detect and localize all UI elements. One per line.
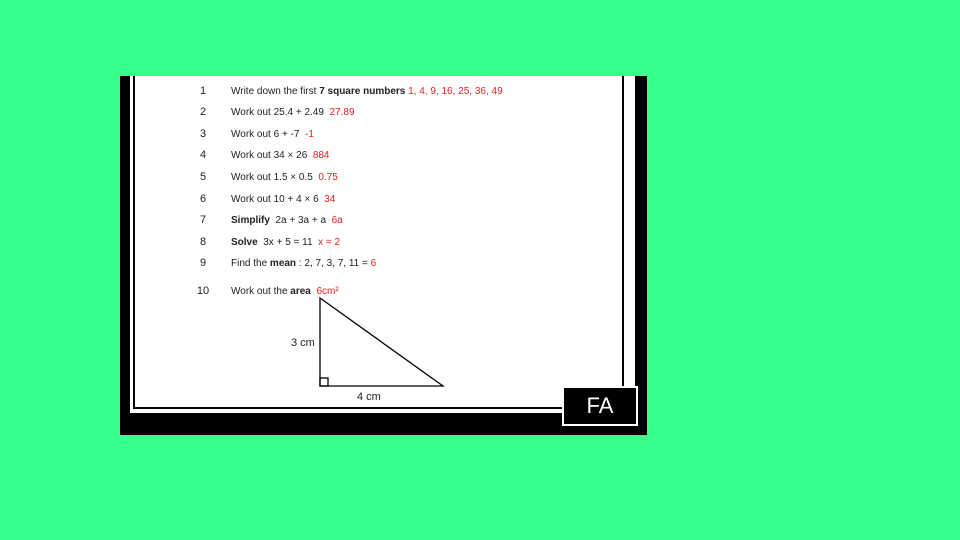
question-suffix: 3x + 5 = 11: [257, 237, 319, 248]
question-number: 8: [199, 236, 207, 248]
question-answer: 6: [370, 258, 377, 269]
triangle-base-label: 4 cm: [357, 391, 381, 403]
question-answer: 0.75: [318, 172, 338, 183]
question-prefix: Work out 25.4 + 2.49: [231, 107, 324, 118]
question-text: [231, 215, 343, 226]
question-number: 6: [199, 193, 207, 205]
question-answer: 1, 4, 9, 16, 25, 36, 49: [408, 86, 503, 97]
question-number: 2: [199, 106, 207, 118]
question-text: [231, 172, 338, 183]
question-keyword: 7 square numbers: [319, 86, 406, 97]
question-prefix: Work out 1.5 × 0.5: [231, 172, 313, 183]
question-text: [231, 107, 355, 118]
question-suffix: : 2, 7, 3, 7, 11 =: [296, 258, 371, 269]
fa-badge: FA: [562, 386, 638, 426]
question-number: 7: [199, 214, 207, 226]
question-keyword: area: [290, 286, 311, 297]
question-answer: x = 2: [318, 237, 341, 248]
question-answer: 6cm²: [316, 286, 339, 297]
question-prefix: Write down the first: [231, 86, 320, 97]
question-prefix: Work out the: [231, 286, 291, 297]
triangle-shape: [320, 298, 443, 386]
right-triangle-diagram: [300, 290, 460, 400]
triangle-height-label: 3 cm: [291, 337, 315, 349]
question-number: 3: [199, 128, 207, 140]
question-text: [231, 129, 314, 140]
question-keyword: Solve: [231, 237, 258, 248]
question-number: 10: [196, 285, 210, 297]
question-prefix: Work out 6 + -7: [231, 129, 300, 140]
question-answer: 6a: [331, 215, 343, 226]
question-text: [231, 258, 376, 269]
question-text: [231, 150, 330, 161]
question-prefix: Find the: [231, 258, 270, 269]
question-answer: 884: [312, 150, 330, 161]
question-keyword: mean: [269, 258, 297, 269]
question-number: 5: [199, 171, 207, 183]
question-answer: 27.89: [329, 107, 355, 118]
question-suffix: 2a + 3a + a: [269, 215, 332, 226]
question-prefix: Work out 34 × 26: [231, 150, 308, 161]
question-text: [231, 237, 340, 248]
right-angle-marker: [320, 378, 328, 386]
question-number: 9: [199, 257, 207, 269]
question-answer: 34: [324, 194, 336, 205]
question-answer: -1: [305, 129, 314, 140]
question-text: [231, 86, 503, 97]
question-keyword: Simplify: [231, 215, 270, 226]
question-number: 4: [199, 149, 207, 161]
question-number: 1: [199, 85, 207, 97]
question-text: [231, 194, 335, 205]
question-prefix: Work out 10 + 4 × 6: [231, 194, 319, 205]
